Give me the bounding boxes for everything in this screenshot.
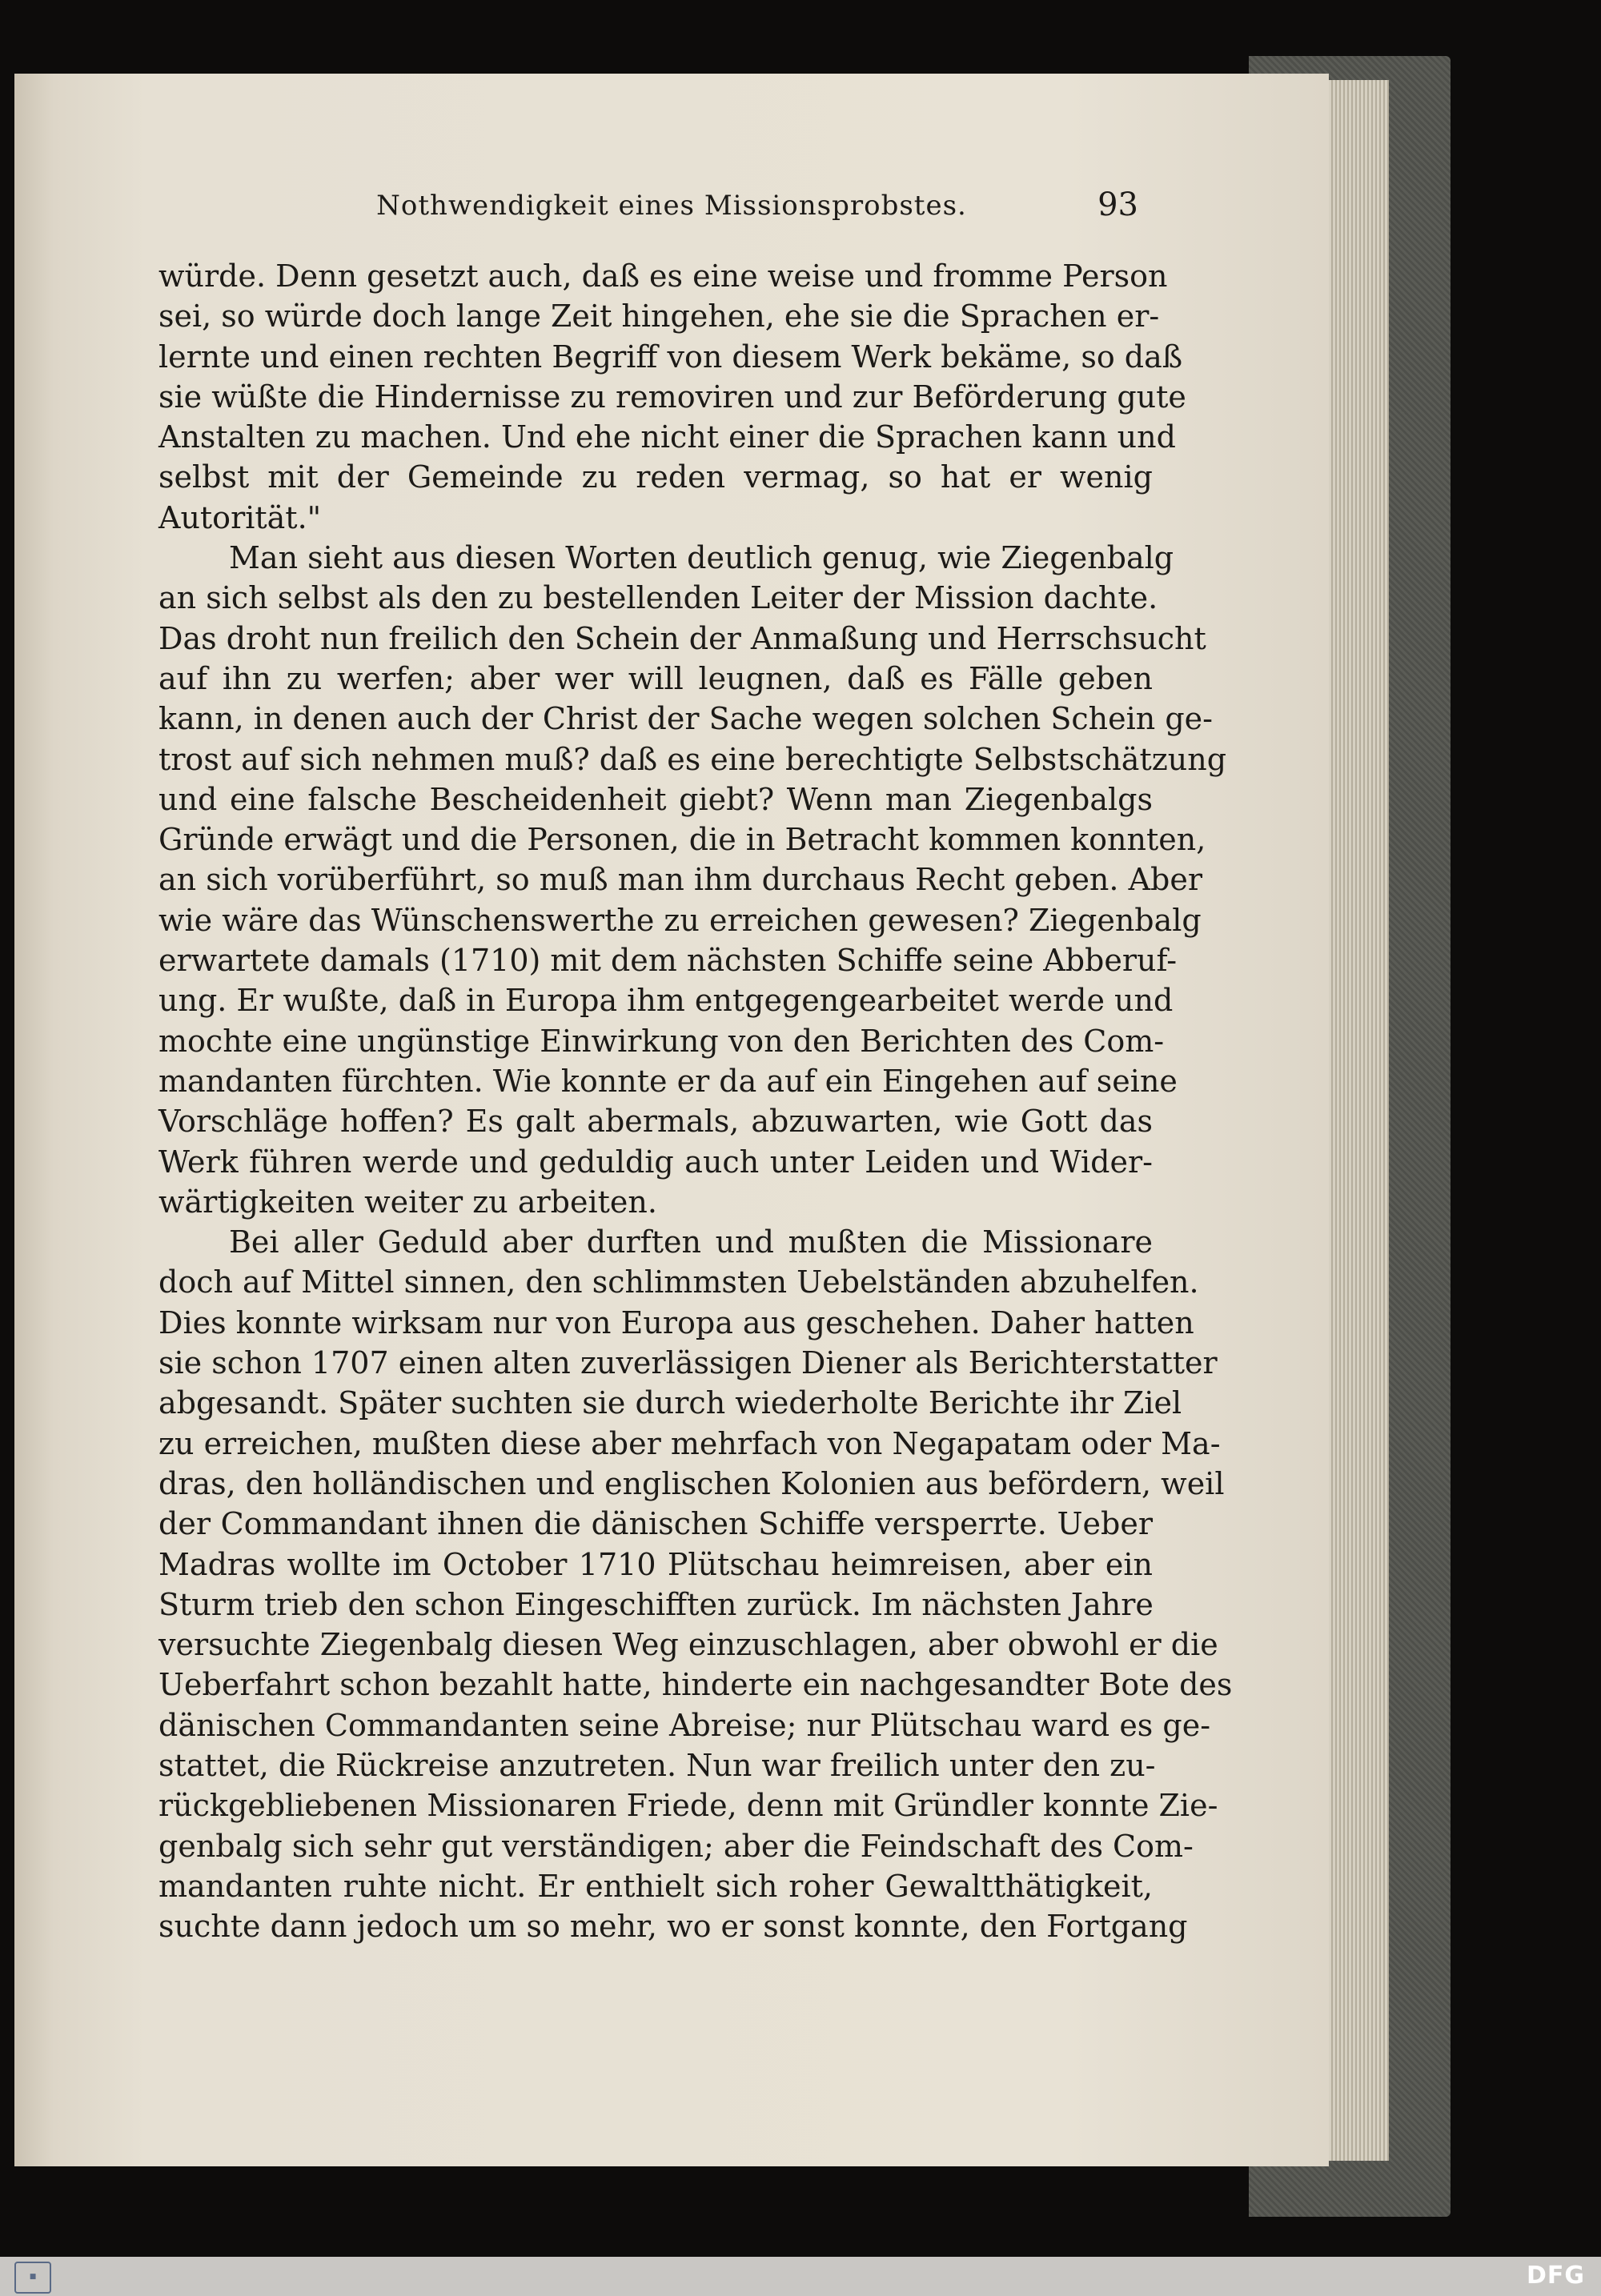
text-line: trost auf sich nehmen muß? daß es eine berechtigte Selbstschätzung [158, 741, 1227, 777]
text-line: Das droht nun freilich den Schein der Anmaßung und Herrschsucht [158, 620, 1206, 656]
text-line: genbalg sich sehr gut verständigen; aber die Feindschaft des Com- [158, 1828, 1194, 1864]
text-line: abgesandt. Später suchten sie durch wiederholte Berichte ihr Ziel [158, 1385, 1182, 1421]
text-line: stattet, die Rückreise anzutreten. Nun war freilich unter den zu- [158, 1747, 1156, 1783]
text-line: Vorschläge hoffen? Es galt abermals, abzuwarten, wie Gott das [158, 1104, 1153, 1140]
text-line: erwartete damals (1710) mit dem nächsten Schiffe seine Abberuf- [158, 943, 1178, 979]
text-line: ung. Er wußte, daß in Europa ihm entgegengearbeitet werde und [158, 983, 1174, 1019]
dfg-logo: DFG [1526, 2262, 1585, 2290]
text-line: mandanten fürchten. Wie konnte er da auf ein Eingehen auf seine [158, 1063, 1178, 1099]
text-line: Werk führen werde und geduldig auch unter Leiden und Wider- [158, 1144, 1153, 1180]
text-line: doch auf Mittel sinnen, den schlimmsten Uebelständen abzuhelfen. [158, 1264, 1199, 1300]
running-head-title: Nothwendigkeit eines Missionsprobstes. [376, 190, 967, 222]
text-line: lernte und einen rechten Begriff von diesem Werk bekäme, so daß [158, 339, 1183, 375]
text-line: dänischen Commandanten seine Abreise; nur Plütschau ward es ge- [158, 1707, 1211, 1743]
text-line: wie wäre das Wünschenswerthe zu erreichen gewesen? Ziegenbalg [158, 902, 1202, 938]
text-line: mandanten ruhte nicht. Er enthielt sich roher Gewaltthätigkeit, [158, 1868, 1153, 1904]
text-line: Madras wollte im October 1710 Plütschau heimreisen, aber ein [158, 1546, 1153, 1582]
text-line: Dies konnte wirksam nur von Europa aus geschehen. Daher hatten [158, 1304, 1194, 1340]
text-line: rückgebliebenen Missionaren Friede, denn mit Gründler konnte Zie- [158, 1788, 1218, 1824]
text-line: Anstalten zu machen. Und ehe nicht einer die Sprachen kann und [158, 419, 1176, 455]
text-line: selbst mit der Gemeinde zu reden vermag, so hat er wenig [158, 459, 1153, 495]
running-head [14, 186, 1329, 230]
viewer-footer-bar [0, 2257, 1601, 2296]
text-line: und eine falsche Bescheidenheit giebt? Wenn man Ziegenbalgs [158, 781, 1153, 817]
text-line: auf ihn zu werfen; aber wer will leugnen, daß es Fälle geben [158, 660, 1153, 696]
text-line: Sturm trieb den schon Eingeschifften zurück. Im nächsten Jahre [158, 1586, 1154, 1622]
text-line: wärtigkeiten weiter zu arbeiten. [158, 1184, 657, 1220]
text-line: Ueberfahrt schon bezahlt hatte, hinderte ein nachgesandter Bote des [158, 1667, 1233, 1703]
text-line: an sich selbst als den zu bestellenden Leiter der Mission dachte. [158, 580, 1158, 616]
text-line: an sich vorüberführt, so muß man ihm durchaus Recht geben. Aber [158, 862, 1202, 898]
text-line: Autorität." [158, 499, 322, 535]
text-line: sie wüßte die Hindernisse zu removiren und zur Beförderung gute [158, 379, 1186, 415]
text-line: zu erreichen, mußten diese aber mehrfach von Negapatam oder Ma- [158, 1425, 1221, 1461]
text-line: sei, so würde doch lange Zeit hingehen, ehe sie die Sprachen er- [158, 299, 1160, 335]
text-line: Gründe erwägt und die Personen, die in Betracht kommen konnten, [158, 822, 1206, 858]
text-line: Bei aller Geduld aber durften und mußten die Missionare [229, 1224, 1153, 1260]
text-line: suchte dann jedoch um so mehr, wo er sonst konnte, den Fortgang [158, 1909, 1188, 1945]
text-line: kann, in denen auch der Christ der Sache wegen solchen Schein ge- [158, 701, 1213, 737]
text-line: dras, den holländischen und englischen Kolonien aus befördern, weil [158, 1465, 1225, 1501]
library-logo-icon: ■ [14, 2262, 51, 2294]
book-page [14, 74, 1329, 2166]
text-line: versuchte Ziegenbalg diesen Weg einzuschlagen, aber obwohl er die [158, 1627, 1218, 1663]
text-line: sie schon 1707 einen alten zuverlässigen Diener als Berichterstatter [158, 1345, 1218, 1381]
text-line: mochte eine ungünstige Einwirkung von den Berichten des Com- [158, 1023, 1165, 1059]
body-text [158, 256, 1233, 1946]
text-line: der Commandant ihnen die dänischen Schiffe versperrte. Ueber [158, 1506, 1153, 1542]
text-line: Man sieht aus diesen Worten deutlich genug, wie Ziegenbalg [229, 540, 1174, 576]
page-number: 93 [1097, 186, 1138, 223]
text-line: würde. Denn gesetzt auch, daß es eine weise und fromme Person [158, 258, 1168, 294]
